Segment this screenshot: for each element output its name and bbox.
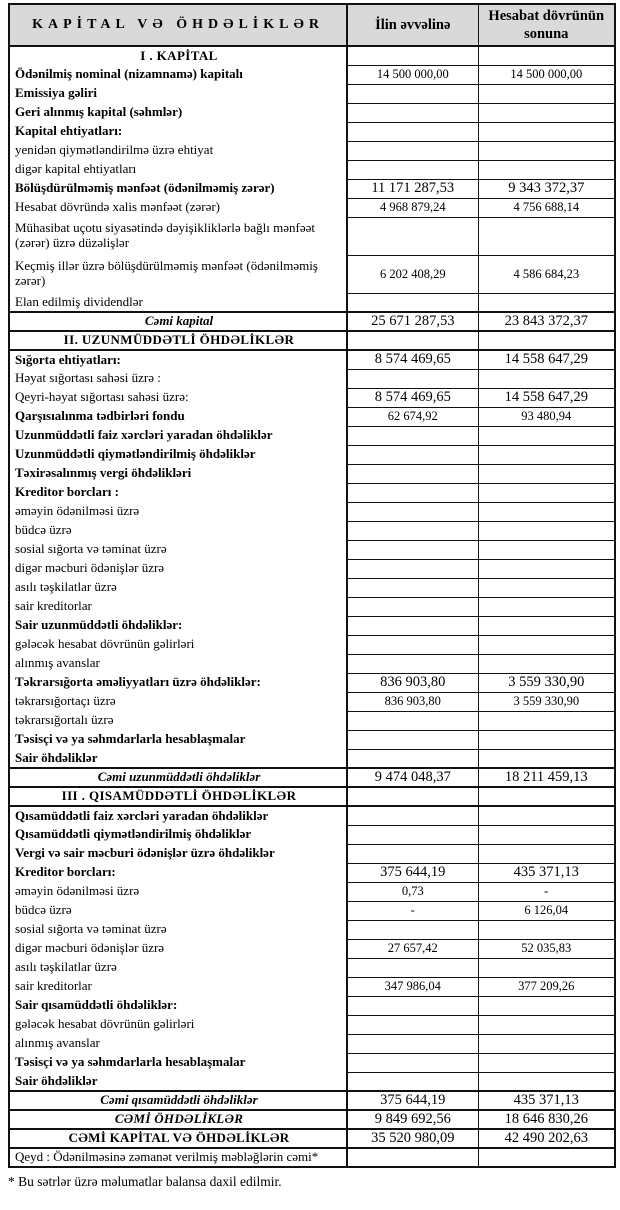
row-label: Vergi və sair məcburi ödənişlər üzrə öhdəliklər <box>9 844 347 863</box>
value-end-of-period: 4 756 688,14 <box>478 198 615 217</box>
value-begin-of-year <box>347 787 478 806</box>
table-title: KAPİTAL VƏ ÖHDƏLİKLƏR <box>9 4 347 46</box>
value-begin-of-year <box>347 293 478 312</box>
table-row <box>9 730 615 749</box>
row-label: Ödənilmiş nominal (nizamnamə) kapitalı <box>9 65 347 84</box>
table-row <box>9 464 615 483</box>
value-begin-of-year <box>347 958 478 977</box>
value-end-of-period: - <box>478 882 615 901</box>
table-row <box>9 407 615 426</box>
value-end-of-period <box>478 578 615 597</box>
value-begin-of-year: 27 657,42 <box>347 939 478 958</box>
value-begin-of-year <box>347 711 478 730</box>
value-begin-of-year <box>347 1034 478 1053</box>
value-end-of-period <box>478 787 615 806</box>
row-label: digər məcburi ödənişlər üzrə <box>9 939 347 958</box>
value-end-of-period <box>478 369 615 388</box>
table-row <box>9 1148 615 1167</box>
table-row <box>9 1034 615 1053</box>
table-row <box>9 502 615 521</box>
value-end-of-period: 14 558 647,29 <box>478 388 615 407</box>
table-row <box>9 293 615 312</box>
row-label: Təsisçi və ya səhmdarlarla hesablaşmalar <box>9 730 347 749</box>
value-end-of-period <box>478 46 615 65</box>
value-end-of-period <box>478 559 615 578</box>
table-row <box>9 1053 615 1072</box>
value-begin-of-year <box>347 445 478 464</box>
row-label: sair kreditorlar <box>9 597 347 616</box>
value-begin-of-year: 35 520 980,09 <box>347 1129 478 1148</box>
value-end-of-period <box>478 293 615 312</box>
value-end-of-period: 3 559 330,90 <box>478 673 615 692</box>
value-begin-of-year: 8 574 469,65 <box>347 388 478 407</box>
value-begin-of-year <box>347 122 478 141</box>
value-end-of-period <box>478 1072 615 1091</box>
row-label: sosial sığorta və təminat üzrə <box>9 540 347 559</box>
value-end-of-period <box>478 122 615 141</box>
table-row <box>9 65 615 84</box>
value-begin-of-year <box>347 1148 478 1167</box>
table-row <box>9 103 615 122</box>
value-begin-of-year <box>347 597 478 616</box>
value-begin-of-year <box>347 1053 478 1072</box>
value-begin-of-year <box>347 369 478 388</box>
row-label: Cəmi uzunmüddətli öhdəliklər <box>9 768 347 787</box>
row-label: Qısamüddətli qiymətləndirilmiş öhdəliklər <box>9 825 347 844</box>
table-row <box>9 84 615 103</box>
column-header-begin-of-year: İlin əvvəlinə <box>347 4 478 46</box>
row-label: gələcək hesabat dövrünün gəlirləri <box>9 1015 347 1034</box>
value-end-of-period <box>478 141 615 160</box>
value-end-of-period <box>478 217 615 255</box>
table-row <box>9 1015 615 1034</box>
value-begin-of-year <box>347 1072 478 1091</box>
row-label: Qarşısıalınma tədbirləri fondu <box>9 407 347 426</box>
value-end-of-period <box>478 730 615 749</box>
value-begin-of-year: 8 574 469,65 <box>347 350 478 369</box>
table-row <box>9 141 615 160</box>
footnote: * Bu sətrlər üzrə məlumatlar balansa daxil edilmir. <box>8 1174 282 1189</box>
value-begin-of-year <box>347 502 478 521</box>
table-row <box>9 958 615 977</box>
table-row <box>9 825 615 844</box>
table-row <box>9 578 615 597</box>
row-label: Cəmi kapital <box>9 312 347 331</box>
row-label: əməyin ödənilməsi üzrə <box>9 882 347 901</box>
table-row <box>9 331 615 350</box>
table-row <box>9 388 615 407</box>
value-end-of-period: 9 343 372,37 <box>478 179 615 198</box>
table-row <box>9 977 615 996</box>
value-end-of-period <box>478 483 615 502</box>
value-begin-of-year: 9 474 048,37 <box>347 768 478 787</box>
row-label: III . QISAMÜDDƏTLİ ÖHDƏLİKLƏR <box>9 787 347 806</box>
row-label: digər məcburi ödənişlər üzrə <box>9 559 347 578</box>
value-begin-of-year <box>347 559 478 578</box>
value-begin-of-year <box>347 521 478 540</box>
table-row <box>9 768 615 787</box>
value-begin-of-year <box>347 103 478 122</box>
value-end-of-period <box>478 749 615 768</box>
value-end-of-period <box>478 806 615 825</box>
value-end-of-period: 14 558 647,29 <box>478 350 615 369</box>
row-label: təkrarsığortaçı üzrə <box>9 692 347 711</box>
table-row <box>9 844 615 863</box>
value-begin-of-year <box>347 825 478 844</box>
value-end-of-period: 4 586 684,23 <box>478 255 615 293</box>
row-label: Kreditor borcları: <box>9 863 347 882</box>
value-end-of-period: 3 559 330,90 <box>478 692 615 711</box>
row-label: büdcə üzrə <box>9 901 347 920</box>
value-end-of-period <box>478 654 615 673</box>
row-label: Həyat sığortası sahəsi üzrə : <box>9 369 347 388</box>
table-row <box>9 369 615 388</box>
table-row <box>9 939 615 958</box>
value-begin-of-year <box>347 654 478 673</box>
table-row <box>9 920 615 939</box>
value-begin-of-year: 9 849 692,56 <box>347 1110 478 1129</box>
table-row <box>9 996 615 1015</box>
table-row <box>9 350 615 369</box>
table-row <box>9 160 615 179</box>
row-label: Mühasibat uçotu siyasətində dəyişikliklərlə bağlı mənfəət (zərər) üzrə düzəlişlər <box>9 217 347 255</box>
value-begin-of-year <box>347 160 478 179</box>
table-row <box>9 122 615 141</box>
value-begin-of-year: 25 671 287,53 <box>347 312 478 331</box>
value-end-of-period <box>478 1148 615 1167</box>
value-end-of-period <box>478 84 615 103</box>
value-end-of-period: 18 646 830,26 <box>478 1110 615 1129</box>
column-header-end-of-period: Hesabat dövrünün sonuna <box>478 4 615 46</box>
value-begin-of-year: 14 500 000,00 <box>347 65 478 84</box>
row-label: sosial sığorta və təminat üzrə <box>9 920 347 939</box>
value-end-of-period <box>478 825 615 844</box>
value-begin-of-year: 836 903,80 <box>347 692 478 711</box>
table-row <box>9 749 615 768</box>
value-end-of-period: 23 843 372,37 <box>478 312 615 331</box>
row-label: Geri alınmış kapital (səhmlər) <box>9 103 347 122</box>
row-label: alınmış avanslar <box>9 654 347 673</box>
value-begin-of-year <box>347 540 478 559</box>
table-row <box>9 1072 615 1091</box>
value-end-of-period: 14 500 000,00 <box>478 65 615 84</box>
value-end-of-period: 435 371,13 <box>478 863 615 882</box>
value-end-of-period <box>478 996 615 1015</box>
value-begin-of-year <box>347 996 478 1015</box>
table-row <box>9 217 615 255</box>
row-label: Kapital ehtiyatları: <box>9 122 347 141</box>
value-end-of-period <box>478 635 615 654</box>
value-end-of-period: 93 480,94 <box>478 407 615 426</box>
row-label: Emissiya gəliri <box>9 84 347 103</box>
value-end-of-period <box>478 711 615 730</box>
table-row <box>9 787 615 806</box>
row-label: Təkrarsığorta əməliyyatları üzrə öhdəliklər: <box>9 673 347 692</box>
value-begin-of-year <box>347 426 478 445</box>
row-label: Uzunmüddətli faiz xərcləri yaradan öhdəliklər <box>9 426 347 445</box>
table-row <box>9 901 615 920</box>
table-row <box>9 711 615 730</box>
table-row <box>9 426 615 445</box>
row-label: Qeyd : Ödənilməsinə zəmanət verilmiş məbləğlərin cəmi* <box>9 1148 347 1167</box>
table-row <box>9 445 615 464</box>
table-header <box>9 4 615 46</box>
value-begin-of-year <box>347 141 478 160</box>
value-end-of-period <box>478 502 615 521</box>
table-row <box>9 692 615 711</box>
value-begin-of-year <box>347 635 478 654</box>
row-label: digər kapital ehtiyatları <box>9 160 347 179</box>
table-row <box>9 635 615 654</box>
value-begin-of-year <box>347 578 478 597</box>
table-row <box>9 483 615 502</box>
table-row <box>9 597 615 616</box>
table-row <box>9 1110 615 1129</box>
value-begin-of-year: - <box>347 901 478 920</box>
table-row <box>9 863 615 882</box>
value-begin-of-year <box>347 464 478 483</box>
row-label: Kreditor borcları : <box>9 483 347 502</box>
table-row <box>9 673 615 692</box>
row-label: Sair qısamüddətli öhdəliklər: <box>9 996 347 1015</box>
value-begin-of-year: 6 202 408,29 <box>347 255 478 293</box>
value-begin-of-year: 347 986,04 <box>347 977 478 996</box>
value-begin-of-year <box>347 483 478 502</box>
table-row <box>9 46 615 65</box>
value-end-of-period <box>478 426 615 445</box>
value-begin-of-year: 62 674,92 <box>347 407 478 426</box>
value-begin-of-year <box>347 730 478 749</box>
value-begin-of-year <box>347 844 478 863</box>
row-label: I . KAPİTAL <box>9 46 347 65</box>
table-row <box>9 882 615 901</box>
table-row <box>9 540 615 559</box>
row-label: Sair öhdəliklər <box>9 1072 347 1091</box>
row-label: əməyin ödənilməsi üzrə <box>9 502 347 521</box>
row-label: Sair öhdəliklər <box>9 749 347 768</box>
value-begin-of-year <box>347 749 478 768</box>
table-row <box>9 616 615 635</box>
value-end-of-period: 52 035,83 <box>478 939 615 958</box>
value-end-of-period: 18 211 459,13 <box>478 768 615 787</box>
table-row <box>9 559 615 578</box>
value-begin-of-year <box>347 331 478 350</box>
row-label: CƏMİ KAPİTAL VƏ ÖHDƏLİKLƏR <box>9 1129 347 1148</box>
value-end-of-period: 42 490 202,63 <box>478 1129 615 1148</box>
value-end-of-period: 435 371,13 <box>478 1091 615 1110</box>
row-label: CƏMİ ÖHDƏLİKLƏR <box>9 1110 347 1129</box>
value-end-of-period <box>478 597 615 616</box>
row-label: Uzunmüddətli qiymətləndirilmiş öhdəliklər <box>9 445 347 464</box>
row-label: gələcək hesabat dövrünün gəlirləri <box>9 635 347 654</box>
header-row <box>9 4 615 46</box>
value-end-of-period <box>478 1034 615 1053</box>
value-end-of-period <box>478 1053 615 1072</box>
table-row <box>9 1091 615 1110</box>
row-label: Elan edilmiş dividendlər <box>9 293 347 312</box>
value-begin-of-year <box>347 806 478 825</box>
value-end-of-period <box>478 540 615 559</box>
row-label: Bölüşdürülməmiş mənfəət (ödənilməmiş zərər) <box>9 179 347 198</box>
value-end-of-period <box>478 521 615 540</box>
row-label: sair kreditorlar <box>9 977 347 996</box>
table-row <box>9 521 615 540</box>
value-end-of-period: 377 209,26 <box>478 977 615 996</box>
row-label: Sığorta ehtiyatları: <box>9 350 347 369</box>
value-end-of-period <box>478 1015 615 1034</box>
value-begin-of-year: 0,73 <box>347 882 478 901</box>
row-label: yenidən qiymətləndirilmə üzrə ehtiyat <box>9 141 347 160</box>
table-row <box>9 806 615 825</box>
row-label: Keçmiş illər üzrə bölüşdürülməmiş mənfəət (ödənilməmiş zərər) <box>9 255 347 293</box>
value-begin-of-year <box>347 1015 478 1034</box>
value-end-of-period <box>478 331 615 350</box>
row-label: Təsisçi və ya səhmdarlarla hesablaşmalar <box>9 1053 347 1072</box>
value-begin-of-year: 836 903,80 <box>347 673 478 692</box>
value-begin-of-year <box>347 616 478 635</box>
value-end-of-period <box>478 160 615 179</box>
table-row <box>9 179 615 198</box>
value-end-of-period: 6 126,04 <box>478 901 615 920</box>
row-label: alınmış avanslar <box>9 1034 347 1053</box>
value-end-of-period <box>478 920 615 939</box>
table-row <box>9 654 615 673</box>
row-label: Sair uzunmüddətli öhdəliklər: <box>9 616 347 635</box>
row-label: Qeyri-həyat sığortası sahəsi üzrə: <box>9 388 347 407</box>
row-label: II. UZUNMÜDDƏTLİ ÖHDƏLİKLƏR <box>9 331 347 350</box>
table-row <box>9 1129 615 1148</box>
value-begin-of-year <box>347 46 478 65</box>
row-label: Hesabat dövründə xalis mənfəət (zərər) <box>9 198 347 217</box>
value-begin-of-year: 375 644,19 <box>347 863 478 882</box>
table-row <box>9 255 615 293</box>
value-begin-of-year <box>347 217 478 255</box>
value-end-of-period <box>478 464 615 483</box>
value-begin-of-year <box>347 920 478 939</box>
value-end-of-period <box>478 103 615 122</box>
value-end-of-period <box>478 958 615 977</box>
row-label: Qısamüddətli faiz xərcləri yaradan öhdəliklər <box>9 806 347 825</box>
row-label: asılı təşkilatlar üzrə <box>9 578 347 597</box>
value-begin-of-year: 11 171 287,53 <box>347 179 478 198</box>
value-begin-of-year <box>347 84 478 103</box>
value-end-of-period <box>478 445 615 464</box>
value-begin-of-year: 4 968 879,24 <box>347 198 478 217</box>
row-label: Cəmi qısamüddətli öhdəliklər <box>9 1091 347 1110</box>
balance-sheet-table <box>8 3 616 1168</box>
row-label: Təxirəsalınmış vergi öhdəlikləri <box>9 464 347 483</box>
table-row <box>9 198 615 217</box>
row-label: büdcə üzrə <box>9 521 347 540</box>
row-label: asılı təşkilatlar üzrə <box>9 958 347 977</box>
row-label: təkrarsığortalı üzrə <box>9 711 347 730</box>
value-end-of-period <box>478 616 615 635</box>
table-row <box>9 312 615 331</box>
value-end-of-period <box>478 844 615 863</box>
value-begin-of-year: 375 644,19 <box>347 1091 478 1110</box>
balance-table-body <box>9 46 615 1167</box>
